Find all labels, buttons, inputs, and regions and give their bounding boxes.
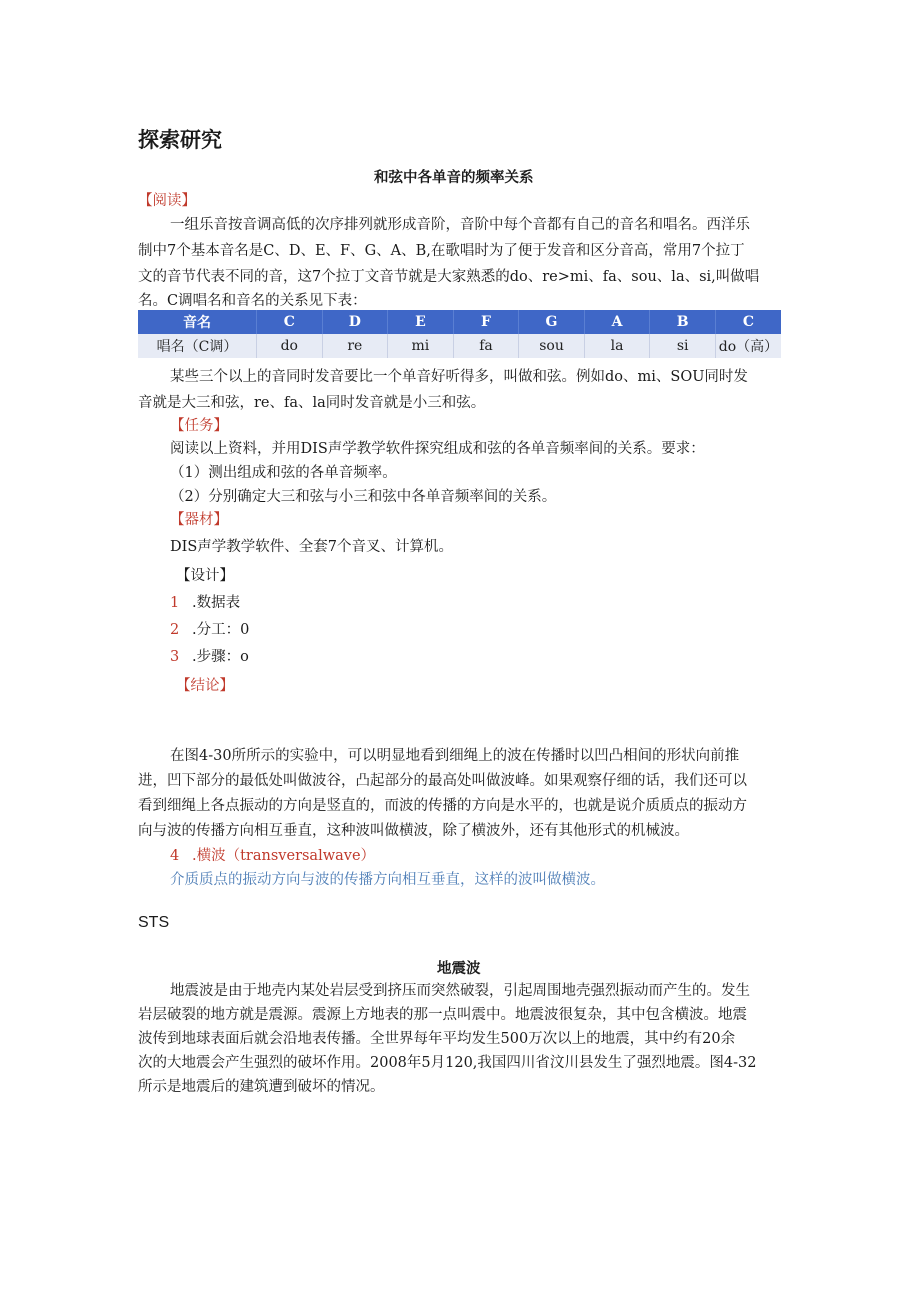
design-item-1-text: .数据表 [192, 595, 241, 611]
read-line-4: 名。C调唱名和音名的关系见下表： [138, 293, 367, 309]
design-item-2-text: .分工：0 [192, 622, 250, 638]
row-cell: 唱名（C调） [138, 334, 257, 358]
row-cell: do [257, 334, 323, 358]
design-item-3-number: 3 [170, 649, 180, 665]
wave-line-4: 向与波的传播方向相互垂直，这种波叫做横波，除了横波外，还有其他形式的机械波。 [138, 823, 689, 839]
quake-line-1: 地震波是由于地壳内某处岩层受到挤压而突然破裂，引起周围地壳强烈振动而产生的。发生 [170, 983, 750, 999]
task-line-3: （2）分别确定大三和弦与小三和弦中各单音频率间的关系。 [170, 489, 557, 505]
quake-line-4: 次的大地震会产生强烈的破坏作用。2008年5月120,我国四川省汶川县发生了强烈地震。图4-32 [138, 1055, 757, 1071]
chord-line-2: 音就是大三和弦，re、fa、la同时发音就是小三和弦。 [138, 395, 486, 411]
wave-line-2: 进，凹下部分的最低处叫做波谷，凸起部分的最高处叫做波峰。如果观察仔细的话，我们还可以 [138, 773, 747, 789]
header-cell: C [257, 310, 323, 334]
read-line-2: 制中7个基本音名是C、D、E、F、G、A、B,在歌唱时为了便于发音和区分音高，常用7个拉丁 [138, 243, 745, 259]
row-cell: re [322, 334, 388, 358]
header-cell: D [322, 310, 388, 334]
equipment-text: DIS声学教学软件、全套7个音叉、计算机。 [170, 539, 454, 555]
row-cell: si [650, 334, 716, 358]
row-cell: fa [453, 334, 519, 358]
transverse-number: 4 [170, 848, 180, 864]
quake-line-2: 岩层破裂的地方就是震源。震源上方地表的那一点叫震中。地震波很复杂，其中包含横波。地震 [138, 1007, 747, 1023]
header-cell: 音名 [138, 310, 257, 334]
design-label: 【设计】 [176, 568, 234, 584]
conclusion-label: 【结论】 [176, 678, 234, 694]
design-item-1-number: 1 [170, 595, 180, 611]
wave-line-1: 在图4-30所所示的实验中，可以明显地看到细绳上的波在传播时以凹凸相间的形状向前推 [170, 748, 740, 764]
equipment-label: 【器材】 [170, 512, 228, 528]
design-item-3-text: .步骤：o [192, 649, 249, 665]
note-name-table [138, 310, 781, 358]
task-label: 【任务】 [170, 418, 228, 434]
header-cell: G [519, 310, 585, 334]
wave-line-3: 看到细绳上各点振动的方向是竖直的，而波的传播的方向是水平的，也就是说介质质点的振动方 [138, 798, 747, 814]
transverse-definition: 介质质点的振动方向与波的传播方向相互垂直，这样的波叫做横波。 [170, 872, 605, 888]
task-line-2: （1）测出组成和弦的各单音频率。 [170, 465, 397, 481]
read-line-3: 文的音节代表不同的音，这7个拉丁文音节就是大家熟悉的do、re>mi、fa、sou、la、si,叫做唱 [138, 269, 760, 285]
note-table-header-row [138, 310, 781, 334]
article-title: 和弦中各单音的频率关系 [374, 170, 534, 186]
task-line-1: 阅读以上资料，并用DIS声学教学软件探究组成和弦的各单音频率间的关系。要求： [170, 441, 705, 457]
read-line-1: 一组乐音按音调高低的次序排列就形成音阶，音阶中每个音都有自己的音名和唱名。西洋乐 [170, 217, 750, 233]
row-cell: mi [388, 334, 454, 358]
quake-title: 地震波 [437, 961, 481, 977]
row-cell: sou [519, 334, 585, 358]
row-cell: do（高） [715, 334, 781, 358]
quake-line-3: 波传到地球表面后就会沿地表传播。全世界每年平均发生500万次以上的地震，其中约有20余 [138, 1031, 736, 1047]
sts-label: STS [138, 914, 170, 931]
section-title: 探索研究 [138, 128, 222, 152]
note-table-solfege-row [138, 334, 781, 358]
header-cell: F [453, 310, 519, 334]
transverse-title: .横波（transversalwave） [192, 848, 376, 864]
header-cell: C [715, 310, 781, 334]
header-cell: E [388, 310, 454, 334]
read-label: 【阅读】 [138, 193, 196, 209]
chord-line-1: 某些三个以上的音同时发音要比一个单音好听得多，叫做和弦。例如do、mi、SOU同时发 [170, 369, 748, 385]
header-cell: B [650, 310, 716, 334]
header-cell: A [584, 310, 650, 334]
quake-line-5: 所示是地震后的建筑遭到破坏的情况。 [138, 1079, 385, 1095]
design-item-2-number: 2 [170, 622, 180, 638]
row-cell: la [584, 334, 650, 358]
